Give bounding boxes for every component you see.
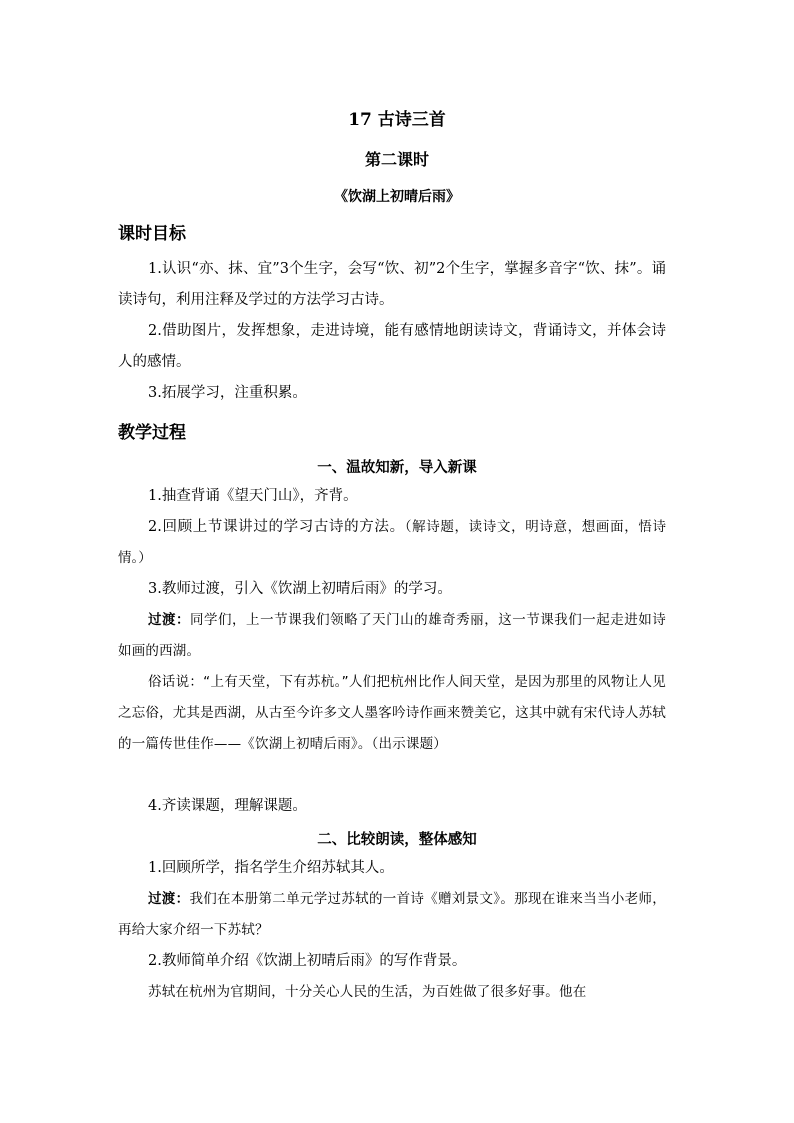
goal-item-2: 2.借助图片，发挥想象，走进诗境，能有感情地朗读诗文，背诵诗文，并体会诗人的感情。 [118, 323, 666, 370]
transition-label: 过渡： [148, 612, 191, 628]
process-heading: 教学过程 [118, 423, 186, 443]
section-2-background: 苏轼在杭州为官期间，十分关心人民的生活，为百姓做了很多好事。他在 [148, 984, 587, 1000]
section-1-saying: 俗话说：“上有天堂，下有苏杭。”人们把杭州比作人间天堂，是因为那里的风物让人见之忘俗，尤其是西湖，从古至今许多文人墨客吟诗作画来赞美它，这其中就有宋代诗人苏轼的一篇传世佳作——《饮湖上初晴后雨》。（出示课题） [118, 674, 666, 752]
section-1-transition [118, 605, 666, 667]
transition-text: 同学们，上一节课我们领略了天门山的雄奇秀丽，这一节课我们一起走进如诗如画的西湖。 [118, 612, 666, 659]
section-1-step-2 [118, 512, 666, 574]
transition-text: 我们在本册第二单元学过苏轼的一首诗《赠刘景文》。那现在谁来当当小老师，再给大家介绍一下苏轼？ [118, 891, 666, 938]
section-2-step-2: 2.教师简单介绍《饮湖上初晴后雨》的写作背景。 [148, 953, 467, 969]
section-2-title: 二、比较朗读，整体感知 [317, 831, 477, 848]
lesson-subtitle: 第二课时 [364, 150, 429, 169]
section-2-step-1: 1.回顾所学，指名学生介绍苏轼其人。 [148, 860, 394, 876]
goal-item-3: 3.拓展学习，注重积累。 [148, 385, 307, 401]
goal-item-1: 1.认识“亦、抹、宜”3个生字，会写“饮、初”2个生字，掌握多音字“饮、抹”。诵读诗句，利用注释及学过的方法学习古诗。 [118, 261, 666, 308]
section-1-step-4: 4.齐读课题，理解课题。 [148, 798, 307, 814]
poem-title: 《饮湖上初晴后雨》 [334, 189, 460, 205]
section-1-step-3: 3.教师过渡，引入《饮湖上初晴后雨》的学习。 [148, 581, 452, 597]
transition-label: 过渡： [148, 891, 190, 907]
page-title: 17 古诗三首 [348, 110, 446, 130]
step-2-note: （解诗题，读诗文，明诗意，想画面，悟诗情。） [118, 519, 666, 566]
section-1-title: 一、温故知新，导入新课 [317, 459, 477, 476]
section-1-step-1: 1.抽查背诵《望天门山》，齐背。 [148, 488, 358, 504]
section-2-transition [118, 884, 666, 946]
goals-heading: 课时目标 [118, 224, 186, 244]
step-2-text: 2.回顾上节课讲过的学习古诗的方法。 [148, 519, 405, 535]
